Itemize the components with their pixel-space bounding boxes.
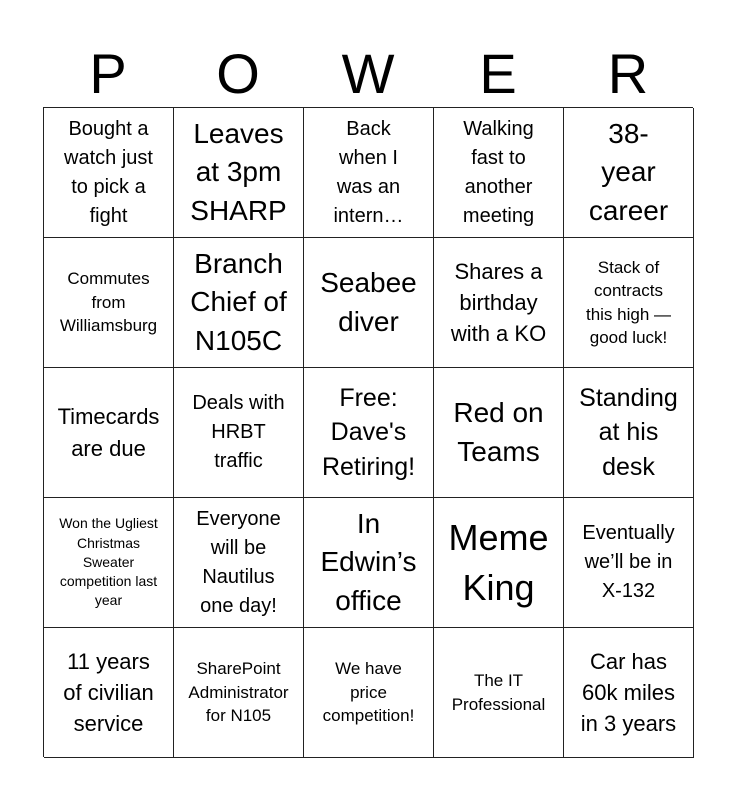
cell-text: Bought a watch just to pick a fight [64, 117, 153, 227]
bingo-cell free-space[interactable] [304, 368, 434, 498]
bingo-cell[interactable] [434, 368, 564, 498]
cell-text: Car has 60k miles in 3 years [580, 648, 677, 737]
header-letter-e: E [479, 42, 517, 105]
bingo-cell[interactable] [304, 108, 434, 238]
cell-text: Won the Ugliest Christmas Sweater competition last year [59, 515, 158, 609]
bingo-cell[interactable] [44, 238, 174, 368]
header-letter-o: O [216, 42, 260, 105]
cell-text: Red on Teams [453, 396, 544, 467]
cell-text: Shares a birthday with a KO [450, 258, 547, 347]
header-letter-w: W [341, 42, 395, 105]
header-letter-p: P [89, 42, 127, 105]
bingo-cell[interactable] [564, 628, 694, 758]
cell-text: Back when I was an intern… [333, 117, 404, 227]
bingo-cell[interactable] [564, 368, 694, 498]
bingo-cell[interactable] [304, 498, 434, 628]
cell-text: We have price competition! [322, 659, 415, 726]
cell-text: In Edwin’s office [320, 507, 417, 616]
cell-text: Seabee diver [320, 266, 417, 337]
bingo-cell[interactable] [564, 498, 694, 628]
cell-text: SharePoint Administrator for N105 [188, 659, 289, 726]
cell-text: Branch Chief of N105C [190, 247, 287, 356]
bingo-cell[interactable] [304, 238, 434, 368]
bingo-cell[interactable] [304, 628, 434, 758]
bingo-cell[interactable] [174, 628, 304, 758]
bingo-cell[interactable] [44, 368, 174, 498]
cell-text: 38- year career [588, 117, 669, 226]
bingo-cell[interactable] [44, 628, 174, 758]
cell-text: 11 years of civilian service [63, 648, 154, 737]
bingo-header [43, 40, 693, 108]
bingo-cell[interactable] [174, 108, 304, 238]
cell-text: Commutes from Williamsburg [59, 269, 158, 336]
cell-text: Timecards are due [57, 404, 160, 461]
bingo-cell[interactable] [434, 238, 564, 368]
cell-text: Eventually we’ll be in X-132 [582, 522, 675, 602]
bingo-cell[interactable] [564, 238, 694, 368]
cell-text: Stack of contracts this high — good luck! [585, 257, 672, 347]
bingo-cell[interactable] [44, 498, 174, 628]
bingo-cell[interactable] [174, 498, 304, 628]
bingo-cell[interactable] [174, 238, 304, 368]
bingo-board [43, 107, 693, 757]
cell-text: The IT Professional [451, 671, 546, 714]
cell-text: Meme King [448, 516, 549, 608]
cell-text: Leaves at 3pm SHARP [190, 117, 287, 226]
bingo-cell[interactable] [434, 498, 564, 628]
bingo-cell[interactable] [174, 368, 304, 498]
cell-text: Deals with HRBT traffic [192, 392, 285, 472]
bingo-cell[interactable] [44, 108, 174, 238]
free-space-text: Free: Dave's Retiring! [321, 383, 416, 481]
bingo-cell[interactable] [434, 628, 564, 758]
bingo-cell[interactable] [564, 108, 694, 238]
cell-text: Walking fast to another meeting [462, 117, 535, 227]
bingo-cell[interactable] [434, 108, 564, 238]
header-letter-r: R [607, 42, 649, 105]
cell-text: Standing at his desk [579, 383, 678, 481]
cell-text: Everyone will be Nautilus one day! [196, 507, 281, 617]
